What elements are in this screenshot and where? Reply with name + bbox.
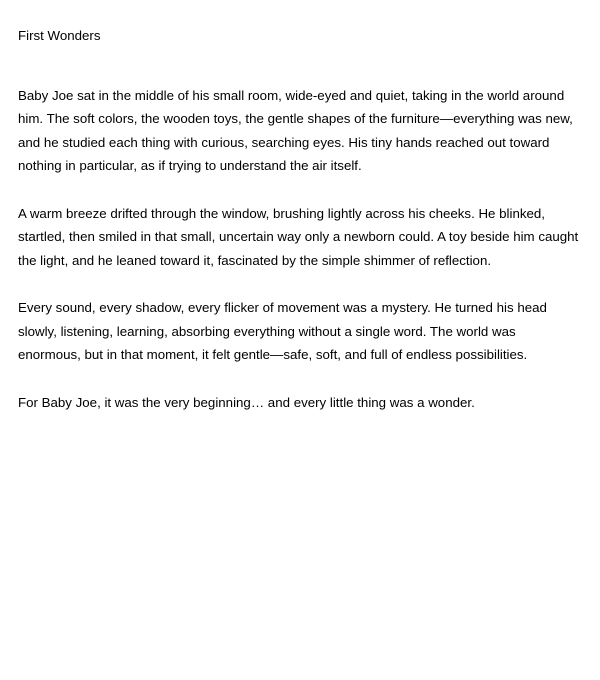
document-title: First Wonders bbox=[18, 28, 101, 43]
paragraph-4: For Baby Joe, it was the very beginning… and every little thing was a wonder. bbox=[18, 394, 475, 410]
paragraph-3: Every sound, every shadow, every flicker of movement was a mystery. He turned his head slowly, listening, learning, absorbing everything without a single word. The world was enormous, but in that moment, it felt gentle—safe, soft, and full of endless possibilities. bbox=[18, 300, 547, 362]
paragraph-2: A warm breeze drifted through the window, brushing lightly across his cheeks. He blinked, startled, then smiled in that small, uncertain way only a newborn could. A toy beside him caught the light, and he leaned toward it, fascinated by the simple shimmer of reflection. bbox=[18, 205, 579, 268]
document-body bbox=[18, 84, 582, 415]
paragraph-1: Baby Joe sat in the middle of his small room, wide-eyed and quiet, taking in the world around him. The soft colors, the wooden toys, the gentle shapes of the furniture—everything was new, and he studied each thing with curious, searching eyes. His tiny hands reached out toward nothing in particular, as if trying to understand the air itself. bbox=[18, 87, 573, 173]
